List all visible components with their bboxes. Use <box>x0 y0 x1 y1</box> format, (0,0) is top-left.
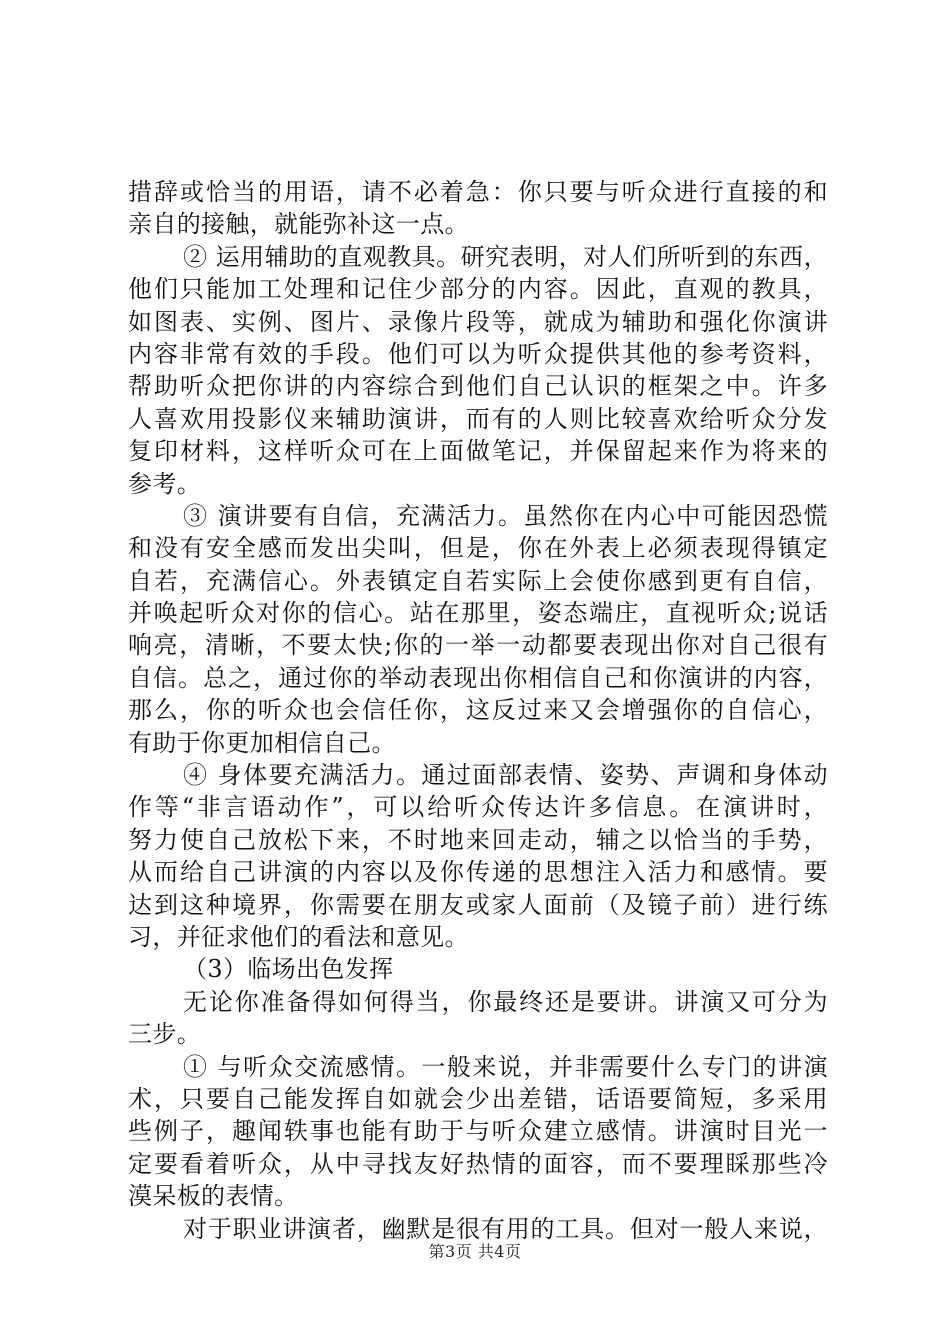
text-line: 和没有安全感而发出尖叫，但是，你在外表上必须表现得镇定 <box>128 534 828 563</box>
text-line: 三步。 <box>128 1020 202 1049</box>
text-line: ① 与听众交流感情。一般来说，并非需要什么专门的讲演 <box>183 1052 828 1081</box>
text-line: 努力使自己放松下来，不时地来回走动，辅之以恰当的手势， <box>128 825 828 854</box>
text-line: 他们只能加工处理和记住少部分的内容。因此，直观的教具， <box>128 275 828 304</box>
text-line: 达到这种境界，你需要在朋友或家人面前（及镜子前）进行练 <box>128 890 828 919</box>
text-line: （3）临场出色发挥 <box>183 955 394 984</box>
text-line: 定要看着听众，从中寻找友好热情的面容，而不要理睬那些冷 <box>128 1149 828 1178</box>
text-line: 人喜欢用投影仪来辅助演讲，而有的人则比较喜欢给听众分发 <box>128 404 828 433</box>
text-line: 如图表、实例、图片、录像片段等，就成为辅助和强化你演讲 <box>128 307 828 336</box>
text-line: 对于职业讲演者，幽默是很有用的工具。但对一般人来说， <box>183 1214 828 1243</box>
text-line: 有助于你更加相信自己。 <box>128 728 396 757</box>
text-line: 些例子，趣闻轶事也能有助于与听众建立感情。讲演时目光一 <box>128 1117 828 1146</box>
text-line: 作等“非言语动作”，可以给听众传达许多信息。在演讲时， <box>128 793 828 822</box>
text-line: 参考。 <box>128 469 202 498</box>
text-line: 响亮，清晰，不要太快;你的一举一动都要表现出你对自己很有 <box>128 631 828 660</box>
text-line: 那么，你的听众也会信任你，这反过来又会增强你的自信心， <box>128 696 828 725</box>
text-line: 自信。总之，通过你的举动表现出你相信自己和你演讲的内容， <box>128 663 828 692</box>
text-line: 亲自的接触，就能弥补这一点。 <box>128 210 469 239</box>
page-footer: 第3页 共4页 <box>428 1242 522 1261</box>
text-line: 措辞或恰当的用语，请不必着急：你只要与听众进行直接的和 <box>128 178 828 206</box>
text-line: ④ 身体要充满活力。通过面部表情、姿势、声调和身体动 <box>183 761 828 790</box>
text-line: 无论你准备得如何得当，你最终还是要讲。讲演又可分为 <box>183 987 828 1016</box>
text-line: 漠呆板的表情。 <box>128 1182 299 1211</box>
text-line: 复印材料，这样听众可在上面做笔记，并保留起来作为将来的 <box>128 437 828 466</box>
document-body <box>128 176 828 1245</box>
text-line: 并唤起听众对你的信心。站在那里，姿态端庄，直视听众;说话 <box>128 599 828 628</box>
text-line: ③ 演讲要有自信，充满活力。虽然你在内心中可能因恐慌 <box>183 501 828 530</box>
text-line: 帮助听众把你讲的内容综合到他们自己认识的框架之中。许多 <box>128 372 828 401</box>
text-line: 自若，充满信心。外表镇定自若实际上会使你感到更有自信， <box>128 566 828 595</box>
text-line: 内容非常有效的手段。他们可以为听众提供其他的参考资料， <box>128 339 828 368</box>
text-line: ② 运用辅助的直观教具。研究表明，对人们所听到的东西， <box>183 242 828 271</box>
text-line: 术，只要自己能发挥自如就会少出差错，话语要简短，多采用 <box>128 1084 828 1113</box>
text-line: 从而给自己讲演的内容以及你传递的思想注入活力和感情。要 <box>128 858 828 887</box>
text-line: 习，并征求他们的看法和意见。 <box>128 922 469 951</box>
